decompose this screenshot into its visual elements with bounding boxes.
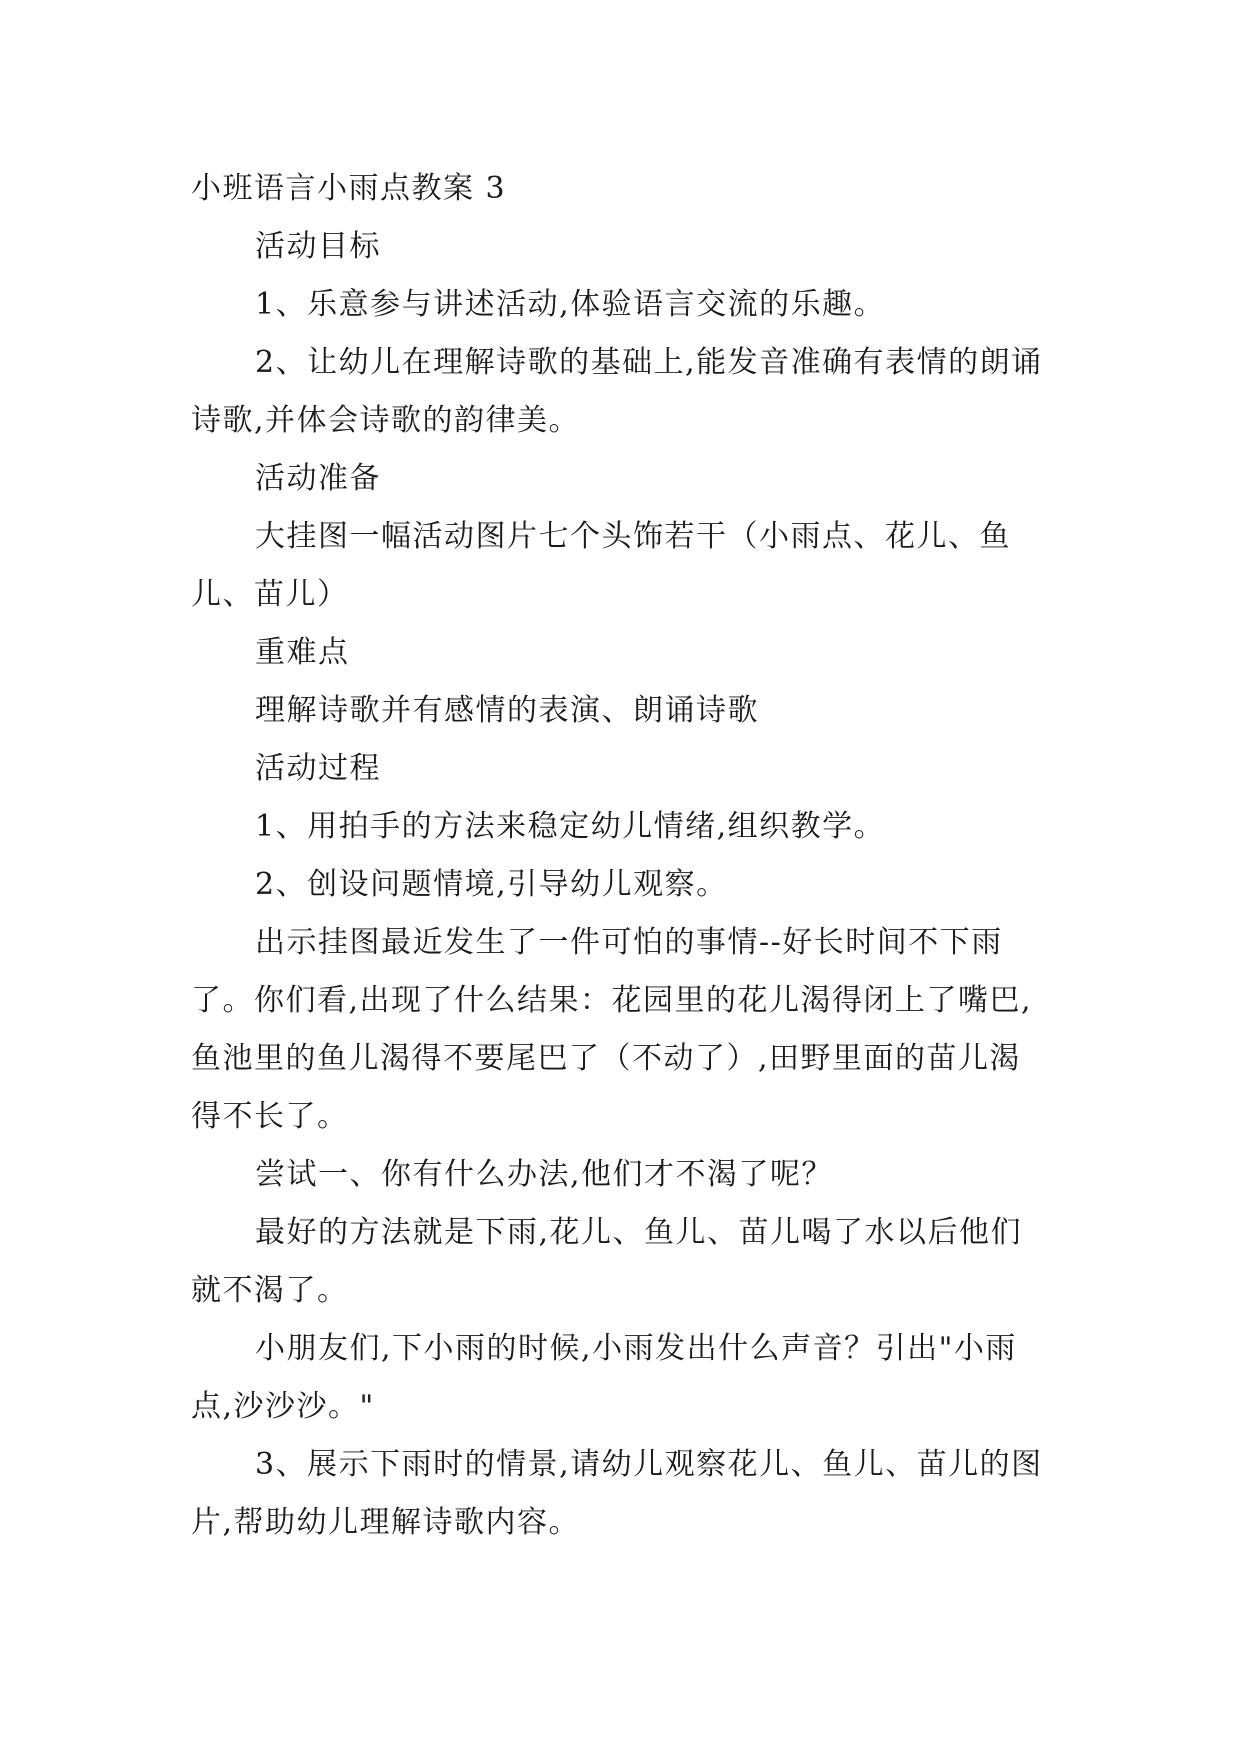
process-step-1: 1、用拍手的方法来稳定幼儿情绪,组织教学。 [255, 809, 886, 844]
section-heading-process: 活动过程 [255, 751, 381, 786]
section-heading-key-points: 重难点 [255, 635, 350, 670]
process-paragraph-rain-sound: 小朋友们,下小雨的时候,小雨发出什么声音？引出"小雨点,沙沙沙。" [191, 1331, 1017, 1424]
key-points-text: 理解诗歌并有感情的表演、朗诵诗歌 [255, 693, 759, 728]
goal-item-1: 1、乐意参与讲述活动,体验语言交流的乐趣。 [255, 287, 886, 322]
process-paragraph-show-chart: 出示挂图最近发生了一件可怕的事情--好长时间不下雨了。你们看,出现了什么结果：花园里的花儿渴得闭上了嘴巴,鱼池里的鱼儿渴得不要尾巴了（不动了）,田野里面的苗儿渴得不长了。 [191, 925, 1033, 1134]
section-heading-preparation: 活动准备 [255, 461, 381, 496]
section-heading-goals: 活动目标 [255, 229, 381, 264]
process-step-2: 2、创设问题情境,引导幼儿观察。 [255, 867, 728, 902]
document-title: 小班语言小雨点教案 3 [191, 171, 507, 206]
process-step-3: 3、展示下雨时的情景,请幼儿观察花儿、鱼儿、苗儿的图片,帮助幼儿理解诗歌内容。 [191, 1447, 1043, 1540]
goal-item-2: 2、让幼儿在理解诗歌的基础上,能发音准确有表情的朗诵诗歌,并体会诗歌的韵律美。 [191, 345, 1043, 438]
document-body [191, 160, 1051, 1552]
process-paragraph-best-method: 最好的方法就是下雨,花儿、鱼儿、苗儿喝了水以后他们就不渴了。 [191, 1215, 1023, 1308]
preparation-text: 大挂图一幅活动图片七个头饰若干（小雨点、花儿、鱼儿、苗儿） [191, 519, 1011, 612]
process-paragraph-attempt-1: 尝试一、你有什么办法,他们才不渴了呢？ [255, 1157, 834, 1192]
